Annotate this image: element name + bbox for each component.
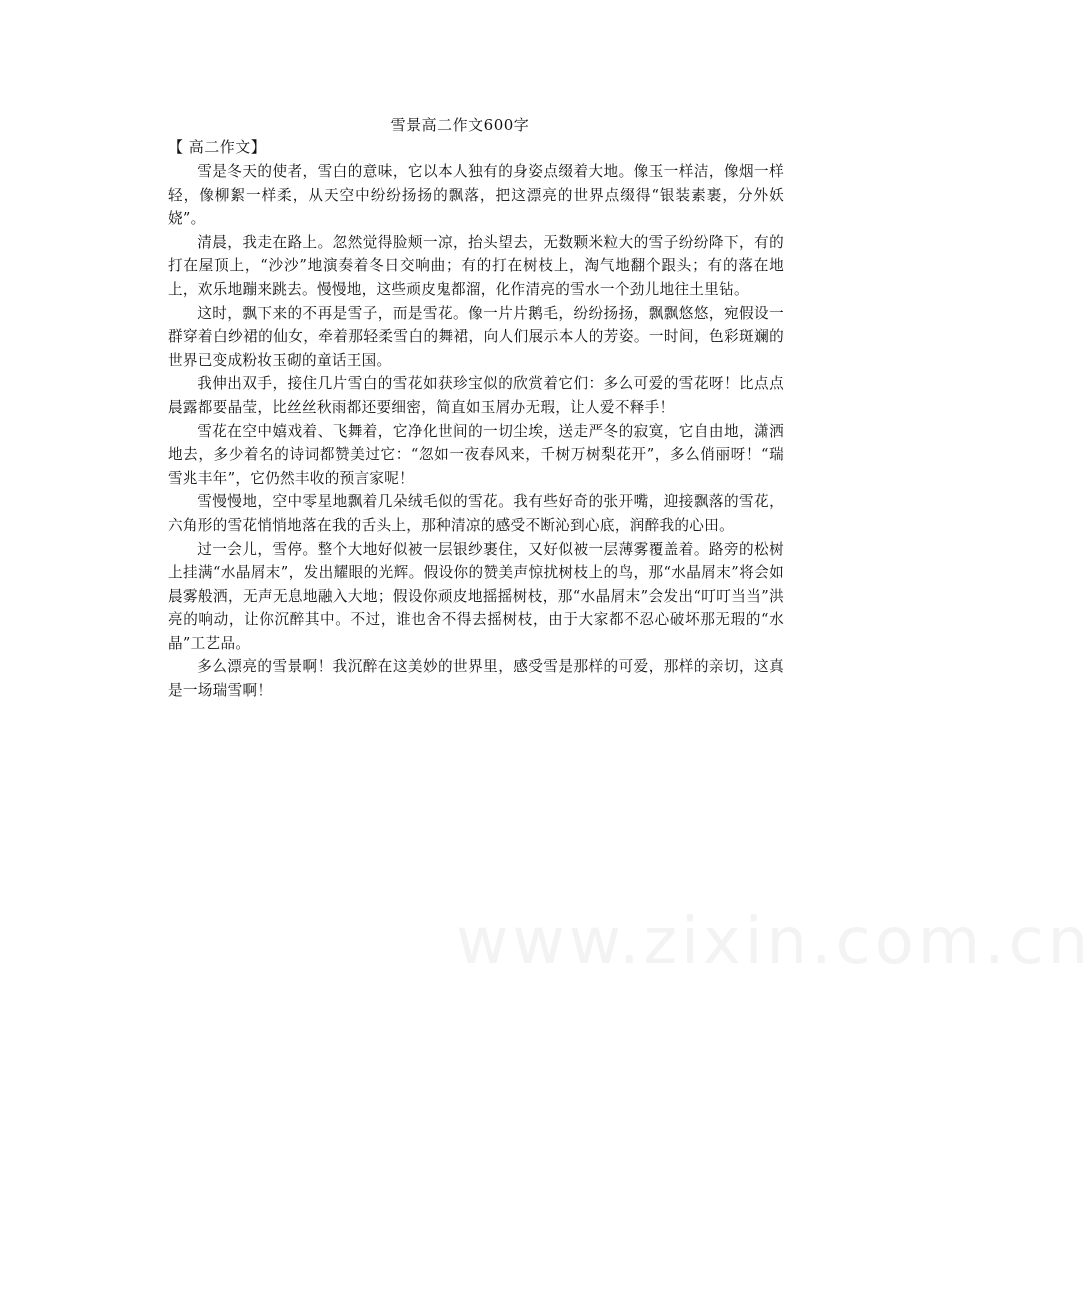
- paragraph: 雪慢慢地，空中零星地飘着几朵绒毛似的雪花。我有些好奇的张开嘴，迎接飘落的雪花，六角形的雪花悄悄地落在我的舌头上，那种清凉的感受不断沁到心底，润醉我的心田。: [168, 493, 784, 534]
- paragraph: 多么漂亮的雪景啊！我沉醉在这美妙的世界里，感受雪是那样的可爱，那样的亲切，这真是一场瑞雪啊！: [168, 658, 784, 700]
- paragraph: 这时，飘下来的不再是雪子，而是雪花。像一片片鹅毛，纷纷扬扬，飘飘悠悠，宛假设一群穿着白纱裙的仙女，牵着那轻柔雪白的舞裙，向人们展示本人的芳姿。一时间，色彩斑斓的世界已变成粉妆玉砌的童话王国。: [168, 304, 784, 369]
- paragraph: 清晨，我走在路上。忽然觉得脸颊一凉，抬头望去，无数颗米粒大的雪子纷纷降下，有的打在屋顶上，“沙沙”地演奏着冬日交响曲；有的打在树枝上，淘气地翻个跟头；有的落在地上，欢乐地蹦来跳去。慢慢地，这些顽皮鬼都溜，化作清亮的雪水一个劲儿地往土里钻。: [168, 233, 784, 298]
- essay-body: [168, 160, 784, 703]
- category-label: 【 高二作文】: [168, 138, 267, 156]
- paragraph: 雪花在空中嬉戏着、飞舞着，它净化世间的一切尘埃，送走严冬的寂寞，它自由地，潇洒地去，多少着名的诗词都赞美过它：“忽如一夜春风来，千树万树梨花开”，多么俏丽呀！“瑞雪兆丰年”，它仍然丰收的预言家呢！: [168, 422, 784, 487]
- document-title: 雪景高二作文600字: [390, 116, 530, 134]
- paragraph: 过一会儿，雪停。整个大地好似被一层银纱裹住，又好似被一层薄雾覆盖着。路旁的松树上挂满“水晶屑末”，发出耀眼的光辉。假设你的赞美声惊扰树枝上的鸟，那“水晶屑末”将会如晨雾般洒，无声无息地融入大地；假设你顽皮地摇摇树枝，那“水晶屑末”会发出“叮叮当当”洪亮的响动，让你沉醉其中。不过，谁也舍不得去摇树枝，由于大家都不忍心破坏那无瑕的“水晶”工艺品。: [168, 540, 784, 652]
- paragraph: 我伸出双手，接住几片雪白的雪花如获珍宝似的欣赏着它们：多么可爱的雪花呀！比点点晨露都要晶莹，比丝丝秋雨都还要细密，简直如玉屑办无瑕，让人爱不释手！: [168, 375, 784, 416]
- paragraph: 雪是冬天的使者，雪白的意味，它以本人独有的身姿点缀着大地。像玉一样洁，像烟一样轻，像柳絮一样柔，从天空中纷纷扬扬的飘落，把这漂亮的世界点缀得“银装素裹，分外妖娆”。: [168, 163, 784, 228]
- watermark: www.zixin.com.cn: [456, 905, 1092, 979]
